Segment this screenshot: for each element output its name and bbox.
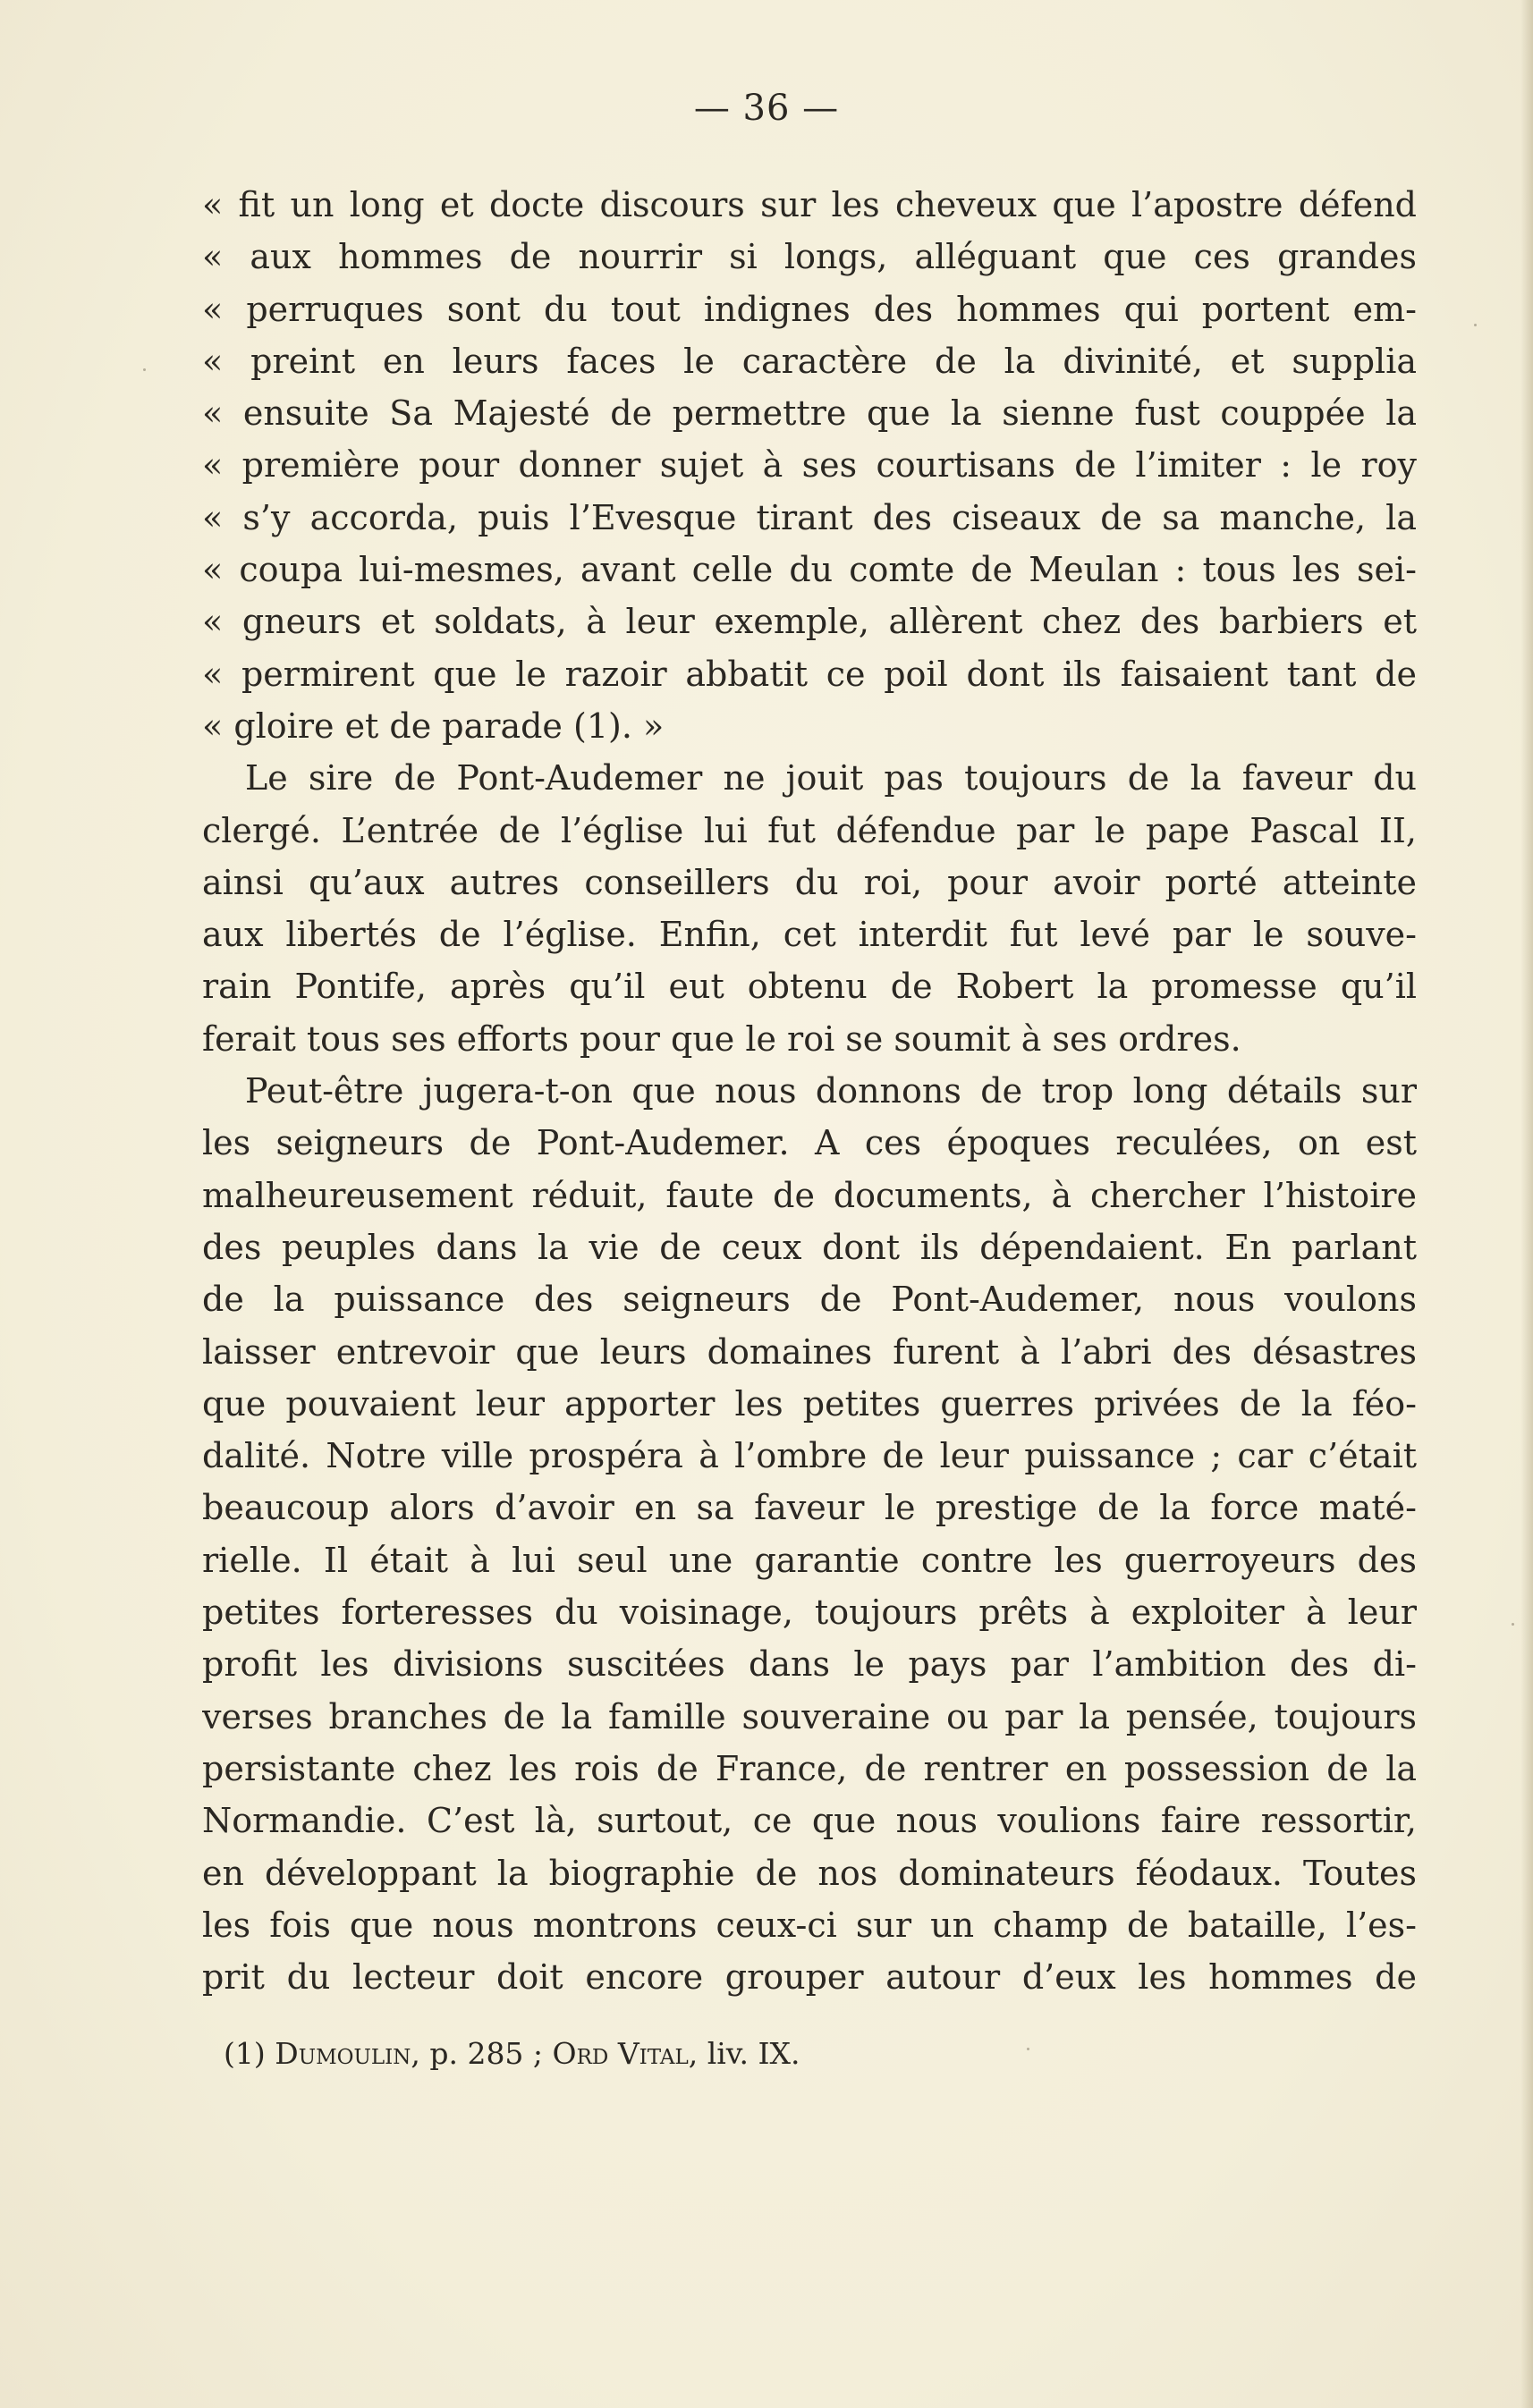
footnote-reference-2: , liv. IX. — [688, 2036, 800, 2071]
text-line: « preint en leurs faces le caractère de la divinité, et supplia — [202, 341, 1417, 381]
text-line: persistante chez les rois de France, de rentrer en possession de la — [202, 1748, 1417, 1788]
footnote-author-ord-vital: Ord Vital — [552, 2036, 689, 2071]
text-line: « fit un long et docte discours sur les cheveux que l’apostre défend — [202, 185, 1417, 224]
text-line: aux libertés de l’église. Enfin, cet interdit fut levé par le souve- — [202, 915, 1417, 955]
body-text — [202, 179, 1417, 2003]
text-line: malheureusement réduit, faute de documents, à chercher l’histoire — [202, 1175, 1417, 1215]
text-line: petites forteresses du voisinage, toujours prêts à exploiter à leur — [202, 1593, 1417, 1633]
text-line: profit les divisions suscitées dans le pays par l’ambition des di- — [202, 1644, 1417, 1685]
footnote-author-dumoulin: Dumoulin — [275, 2036, 411, 2071]
paper-speck — [1027, 2048, 1029, 2050]
text-line: beaucoup alors d’avoir en sa faveur le prestige de la force maté- — [202, 1488, 1417, 1528]
text-line: « gloire et de parade (1). » — [202, 706, 665, 746]
text-line: « gneurs et soldats, à leur exemple, allèrent chez des barbiers et — [202, 602, 1417, 642]
text-line: rain Pontife, après qu’il eut obtenu de Robert la promesse qu’il — [202, 967, 1417, 1007]
footnote-marker: (1) — [224, 2036, 275, 2071]
text-line: des peuples dans la vie de ceux dont ils dépendaient. En parlant — [202, 1227, 1417, 1267]
text-line: Peut-être jugera-t-on que nous donnons de trop long détails sur — [245, 1071, 1417, 1111]
text-line: « s’y accorda, puis l’Evesque tirant des ciseaux de sa manche, la — [202, 497, 1417, 537]
text-line: ferait tous ses efforts pour que le roi se soumit à ses ordres. — [202, 1018, 1241, 1059]
text-line: rielle. Il était à lui seul une garantie contre les guerroyeurs des — [202, 1540, 1417, 1580]
text-line: clergé. L’entrée de l’église lui fut défendue par le pape Pascal II, — [202, 810, 1417, 850]
text-line: ainsi qu’aux autres conseillers du roi, pour avoir porté atteinte — [202, 862, 1417, 902]
text-line: les seigneurs de Pont-Audemer. A ces époques reculées, on est — [202, 1123, 1417, 1163]
text-line: « ensuite Sa Majesté de permettre que la sienne fust couppée la — [202, 393, 1417, 434]
text-line: Le sire de Pont-Audemer ne jouit pas toujours de la faveur du — [245, 758, 1417, 798]
page-number: — 36 — — [693, 88, 840, 129]
text-line: verses branches de la famille souveraine ou par la pensée, toujours — [202, 1696, 1417, 1736]
text-line: « aux hommes de nourrir si longs, alléguant que ces grandes — [202, 237, 1417, 277]
text-line: « première pour donner sujet à ses courtisans de l’imiter : le roy — [202, 445, 1417, 486]
text-line: « coupa lui-mesmes, avant celle du comte de Meulan : tous les sei- — [202, 550, 1417, 590]
text-line: « permirent que le razoir abbatit ce poil dont ils faisaient tant de — [202, 654, 1417, 694]
text-line: laisser entrevoir que leurs domaines furent à l’abri des désastres — [202, 1331, 1417, 1372]
text-line: de la puissance des seigneurs de Pont-Audemer, nous voulons — [202, 1280, 1417, 1320]
text-line: que pouvaient leur apporter les petites guerres privées de la féo- — [202, 1383, 1417, 1424]
text-line: les fois que nous montrons ceux-ci sur un champ de bataille, l’es- — [202, 1905, 1417, 1945]
paper-speck — [143, 368, 146, 371]
paper-speck — [1474, 324, 1477, 326]
footnote — [224, 2036, 800, 2071]
text-line: « perruques sont du tout indignes des hommes qui portent em- — [202, 289, 1417, 329]
text-line: en développant la biographie de nos dominateurs féodaux. Toutes — [202, 1853, 1417, 1893]
paper-speck — [1512, 1623, 1514, 1626]
page-edge-shadow — [1520, 0, 1533, 2408]
text-line: Normandie. C’est là, surtout, ce que nous voulions faire ressortir, — [202, 1801, 1417, 1841]
text-line: dalité. Notre ville prospéra à l’ombre de leur puissance ; car c’était — [202, 1436, 1417, 1476]
footnote-reference-1: , p. 285 ; — [411, 2036, 553, 2071]
text-line: prit du lecteur doit encore grouper autour d’eux les hommes de — [202, 1957, 1417, 1998]
